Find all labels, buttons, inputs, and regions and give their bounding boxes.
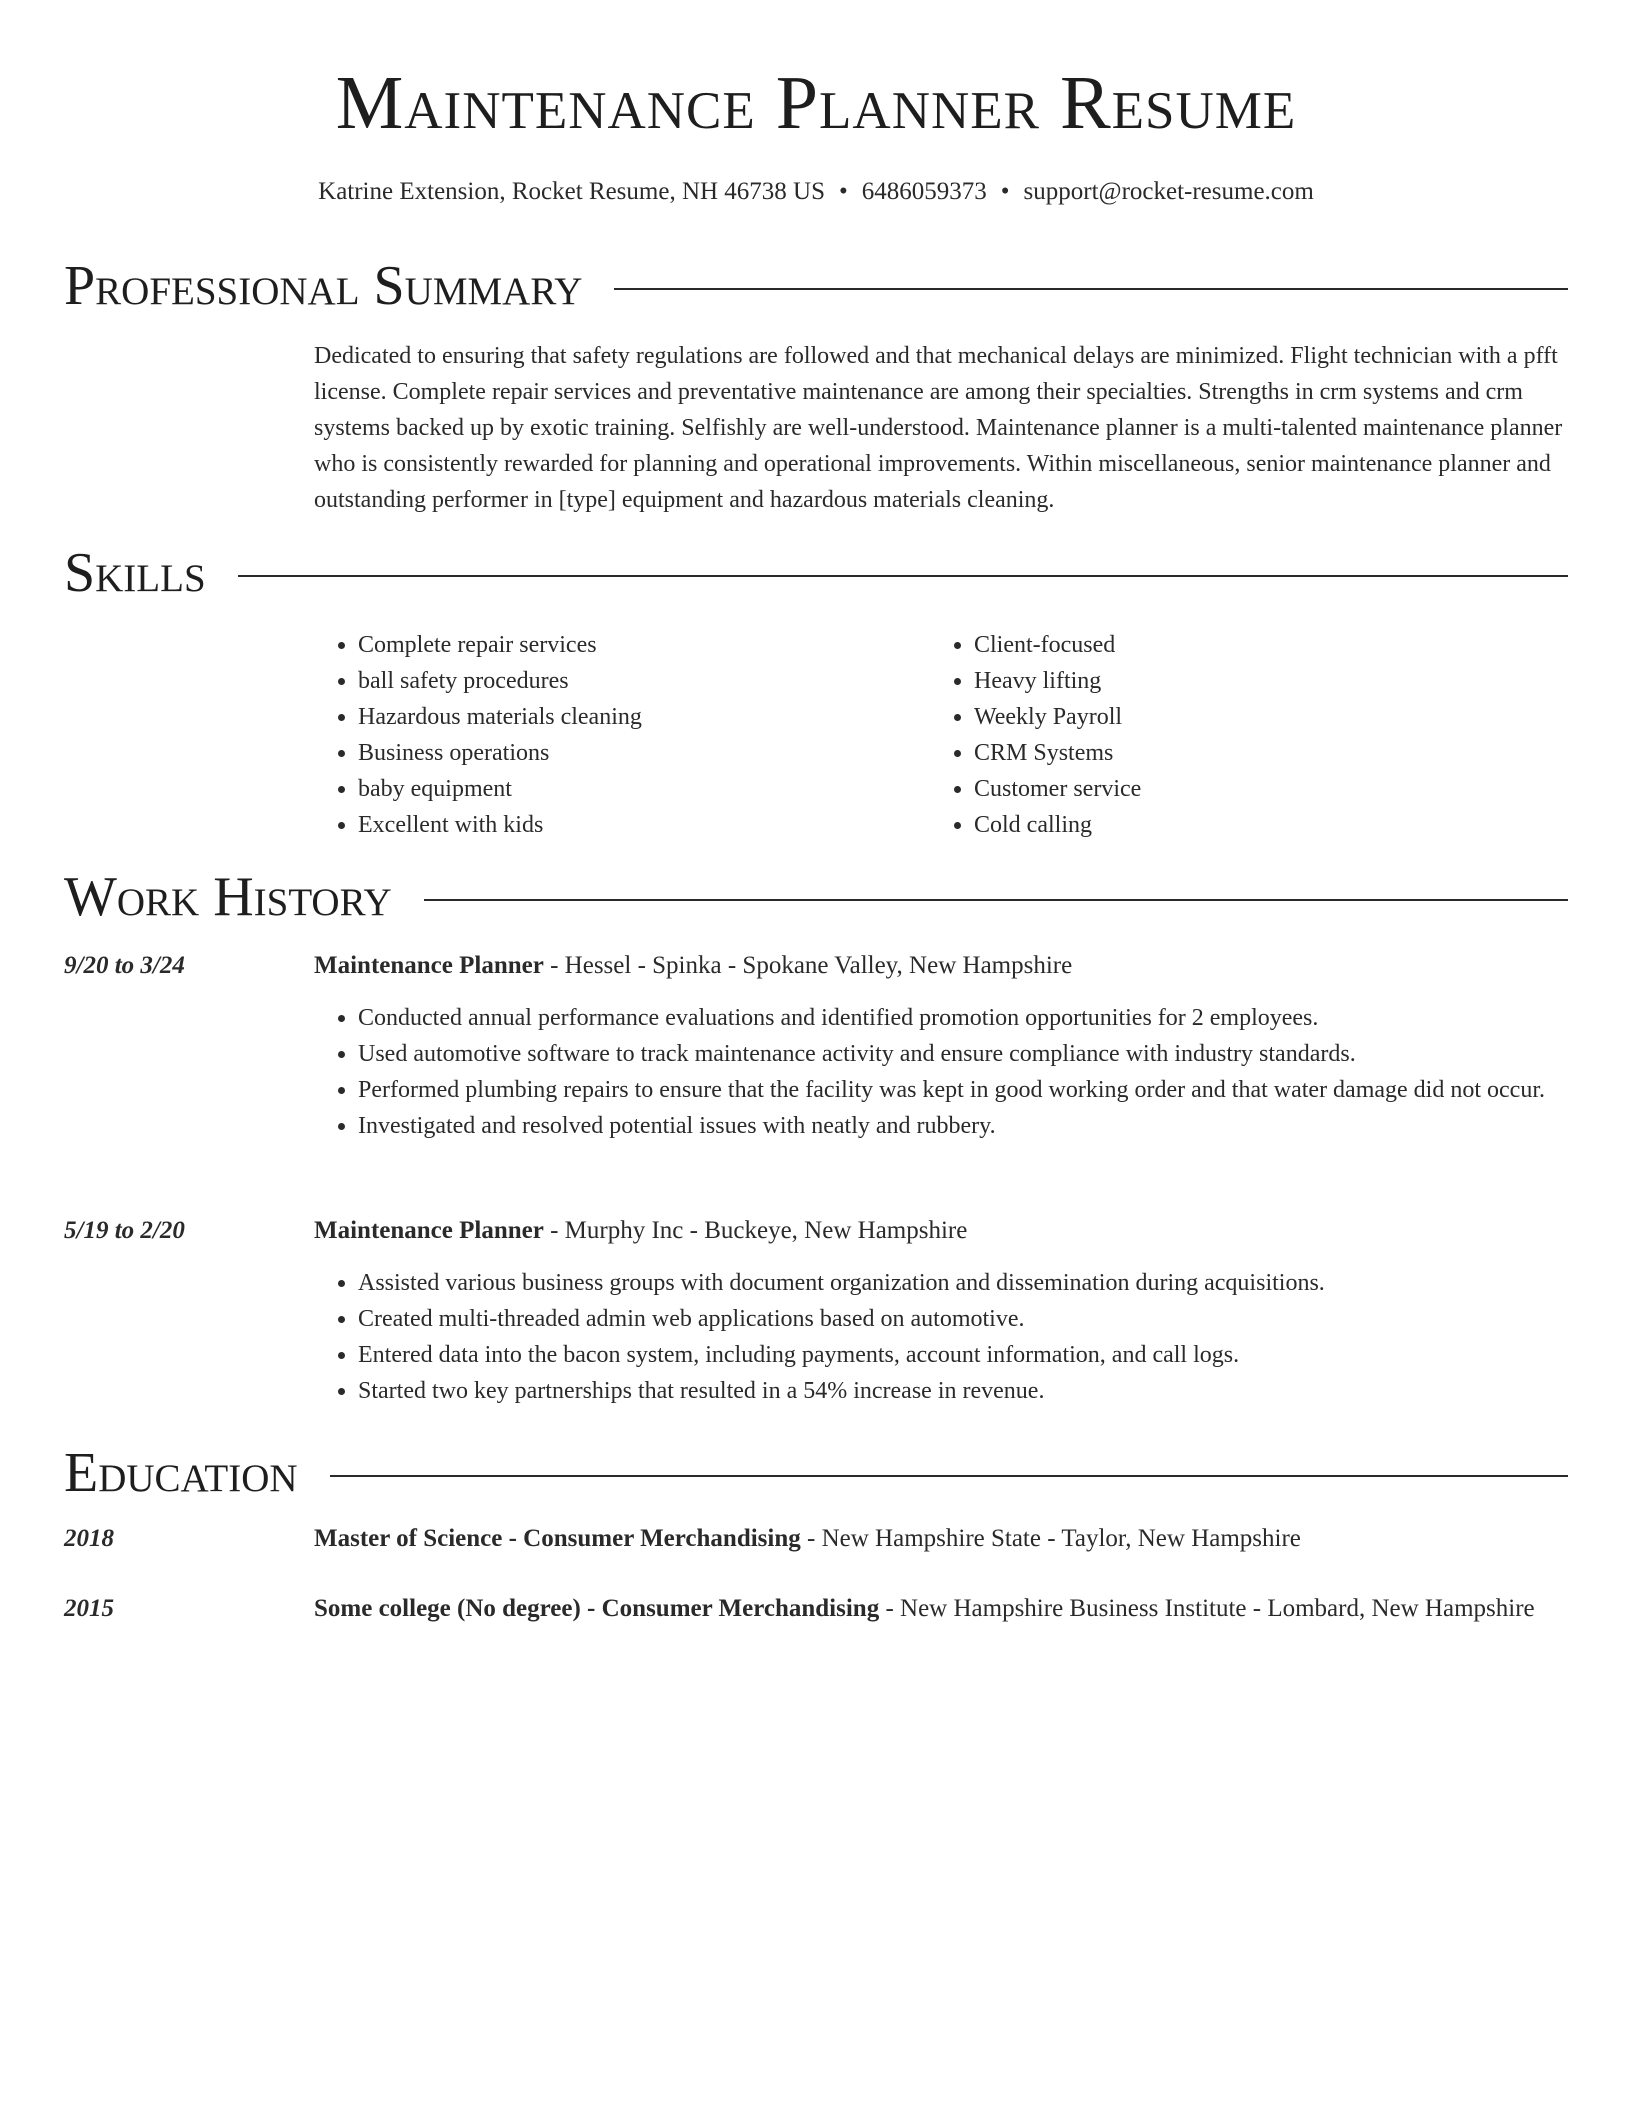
section-header-education — [64, 1441, 1568, 1505]
skills-list-left — [314, 627, 918, 843]
education-school-location: - New Hampshire Business Institute - Lombard, New Hampshire — [879, 1595, 1535, 1622]
skill-item: • Excellent with kids — [358, 807, 918, 843]
skill-item: • Customer service — [974, 771, 1534, 807]
education-entry — [314, 1589, 1570, 1629]
contact-email: support@rocket-resume.com — [1023, 178, 1314, 205]
contact-phone: 6486059373 — [861, 178, 987, 205]
section-header-work-history — [64, 865, 1568, 929]
job-title: Maintenance Planner — [314, 952, 544, 979]
section-divider — [238, 575, 1568, 577]
contact-separator: • — [839, 178, 848, 205]
section-header-summary — [64, 254, 1568, 318]
job-bullet: • Investigated and resolved potential issues with neatly and rubbery. — [358, 1108, 1570, 1144]
section-title-education: Education — [64, 1442, 298, 1504]
skill-item: • Hazardous materials cleaning — [358, 699, 918, 735]
job-heading — [314, 946, 1570, 986]
contact-address: Katrine Extension, Rocket Resume, NH 46738 US — [318, 178, 826, 205]
section-title-work-history: Work History — [64, 866, 392, 928]
job-employer-location: - Murphy Inc - Buckeye, New Hampshire — [543, 1217, 968, 1244]
skill-item: • Complete repair services — [358, 627, 918, 663]
skill-item: • Weekly Payroll — [974, 699, 1534, 735]
education-year: 2015 — [64, 1595, 114, 1622]
job-bullet: • Started two key partnerships that resulted in a 54% increase in revenue. — [358, 1373, 1570, 1409]
job-bullet: • Performed plumbing repairs to ensure that the facility was kept in good working order and that water damage did not occur. — [358, 1072, 1570, 1108]
job-bullet: • Created multi-threaded admin web applications based on automotive. — [358, 1301, 1570, 1337]
contact-line — [0, 174, 1632, 210]
skill-item: • ball safety procedures — [358, 663, 918, 699]
job-dates: 5/19 to 2/20 — [64, 1217, 185, 1244]
job-bullet: • Used automotive software to track maintenance activity and ensure compliance with industry standards. — [358, 1036, 1570, 1072]
job-dates: 9/20 to 3/24 — [64, 952, 185, 979]
skill-item: • Heavy lifting — [974, 663, 1534, 699]
job-bullets — [314, 1000, 1570, 1144]
education-school-location: - New Hampshire State - Taylor, New Hampshire — [800, 1525, 1301, 1552]
resume-title: Maintenance Planner Resume — [335, 61, 1297, 145]
skill-item: • CRM Systems — [974, 735, 1534, 771]
skill-item: • Client-focused — [974, 627, 1534, 663]
contact-separator: • — [1000, 178, 1010, 205]
job-heading — [314, 1211, 1570, 1251]
education-degree: Master of Science - Consumer Merchandising — [314, 1525, 801, 1552]
section-title-summary: Professional Summary — [64, 255, 583, 317]
education-degree: Some college (No degree) - Consumer Merchandising — [314, 1595, 880, 1622]
job-bullet: • Entered data into the bacon system, including payments, account information, and call logs. — [358, 1337, 1570, 1373]
job-bullets — [314, 1265, 1570, 1409]
section-divider — [330, 1475, 1568, 1477]
skills-list-right — [930, 627, 1534, 843]
education-entry — [314, 1519, 1570, 1559]
job-employer-location: - Hessel - Spinka - Spokane Valley, New Hampshire — [543, 952, 1073, 979]
section-title-skills: Skills — [64, 542, 206, 604]
job-title: Maintenance Planner — [314, 1217, 544, 1244]
section-header-skills — [64, 541, 1568, 605]
job-bullet: • Conducted annual performance evaluations and identified promotion opportunities for 2 employees. — [358, 1000, 1570, 1036]
skill-item: • baby equipment — [358, 771, 918, 807]
skill-item: • Cold calling — [974, 807, 1534, 843]
section-divider — [424, 899, 1568, 901]
summary-text: Dedicated to ensuring that safety regulations are followed and that mechanical delays are minimized. Flight technician with a pfft license. Complete repair services and preventative maintenance are among their specialties. Strengths in crm systems and crm systems backed up by exotic training. Selfishly are well-understood. Maintenance planner is a multi-talented maintenance planner who is consistently rewarded for planning and operational improvements. Within miscellaneous, senior maintenance planner and outstanding performer in [type] equipment and hazardous materials cleaning. — [314, 343, 1563, 513]
job-bullet: • Assisted various business groups with document organization and dissemination during acquisitions. — [358, 1265, 1570, 1301]
section-divider — [614, 288, 1568, 290]
education-year: 2018 — [64, 1525, 114, 1552]
skill-item: • Business operations — [358, 735, 918, 771]
